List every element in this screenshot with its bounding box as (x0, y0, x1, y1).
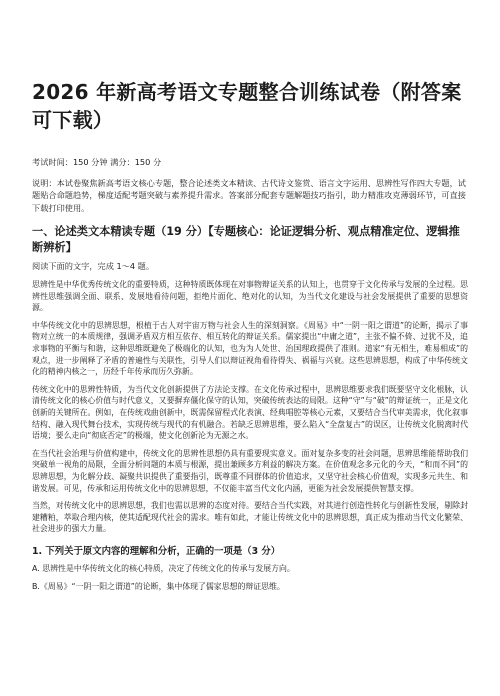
passage-paragraph: 在当代社会治理与价值构建中，传统文化的思辨性思想仍具有重要现实意义。面对复杂多变的社会问题，思辨思维能帮助我们突破单一视角的局限，全面分析问题的本质与根源，提出兼顾多方利益的解决方案。在价值观念多元化的今天，“和而不同”的思辨思想，为化解分歧、凝聚共识提供了重要指引，既尊重不同群体的价值追求，又坚守社会核心价值观，实现多元共生、和谐发展。可见，传承和运用传统文化中的思辨思想，不仅能丰富当代文化内涵，更能为社会发展提供智慧支撑。 (32, 448, 468, 493)
section-heading: 一、论述类文本精读专题（19 分）【专题核心：论证逻辑分析、观点精准定位、逻辑推断辨析】 (32, 225, 460, 254)
reading-instruction: 阅读下面的文字，完成 1～4 题。 (32, 261, 155, 271)
exam-description: 说明：本试卷聚焦新高考语文核心专题，整合论述类文本精读、古代诗文鉴赏、语言文字运用、思辨性写作四大专题，试题贴合命题趋势，梯度适配考题突破与素养提升需求。答案部分配套专题解题技巧指引，助力精准攻克薄弱环节，可直接下载打印使用。 (32, 177, 466, 213)
answer-option: B.《周易》“一阴一阳之谓道”的论断，集中体现了儒家思想的辩证思维。 (32, 581, 285, 591)
passage-paragraph: 中华传统文化中的思辨思想，根植于古人对宇宙万物与社会人生的深刻洞察。《周易》中“一阴一阳之谓道”的论断，揭示了事物对立统一的本质规律，强调矛盾双方相互依存、相互转化的辩证关系。儒家提出“中庸之道”，主张不偏不倚、过犹不及，追求事物的平衡与和谐，这种思维既避免了极端化的认知，也为为人处世、治国理政提供了准则。道家“有无相生，难易相成”的观点，进一步阐释了矛盾的普遍性与关联性，引导人们以辩证视角看待得失、祸福与兴衰。这些思辨思想，构成了中华传统文化的精神内核之一，历经千年传承而历久弥新。 (32, 320, 468, 377)
document-title: 2026 年新高考语文专题整合训练试卷（附答案可下载） (32, 80, 462, 132)
passage-paragraph: 思辨性是中华优秀传统文化的重要特质，这种特质既体现在对事物辩证关系的认知上，也贯穿于文化传承与发展的全过程。思辨性思维强调全面、联系、发展地看待问题，拒绝片面化、绝对化的认知，为当代文化建设与社会发展提供了重要的思想资源。 (32, 280, 468, 313)
answer-option: A. 思辨性是中华传统文化的核心特质，决定了传统文化的传承与发展方向。 (32, 563, 295, 573)
passage-paragraph: 当然，对传统文化中的思辨思想，我们也需以思辨的态度对待。要结合当代实践，对其进行创造性转化与创新性发展，剔除封建糟粕，萃取合理内核，使其适配现代社会的需求。唯有如此，才能让传统文化中的思辨思想，真正成为推动当代文化繁荣、社会进步的强大力量。 (32, 501, 468, 534)
question-stem: 1. 下列关于原文内容的理解和分析，正确的一项是（3 分） (32, 545, 281, 557)
exam-info: 考试时间：150 分钟 满分：150 分 (32, 157, 162, 167)
passage-paragraph: 传统文化中的思辨性特质，为当代文化创新提供了方法论支撑。在文化传承过程中，思辨思维要求我们既要坚守文化根脉，认清传统文化的核心价值与时代意义，又要摒弃僵化保守的认知，突破传统表达的局限。这种“守”与“破”的辩证统一，正是文化创新的关键所在。例如，在传统戏曲创新中，既需保留程式化表演、经典唱腔等核心元素，又要结合当代审美需求，优化叙事结构、融入现代舞台技术，实现传统与现代的有机融合。若缺乏思辨思维，要么陷入“全盘复古”的误区，让传统文化脱离时代语境；要么走向“彻底否定”的极端，使文化创新沦为无源之水。 (32, 384, 468, 441)
